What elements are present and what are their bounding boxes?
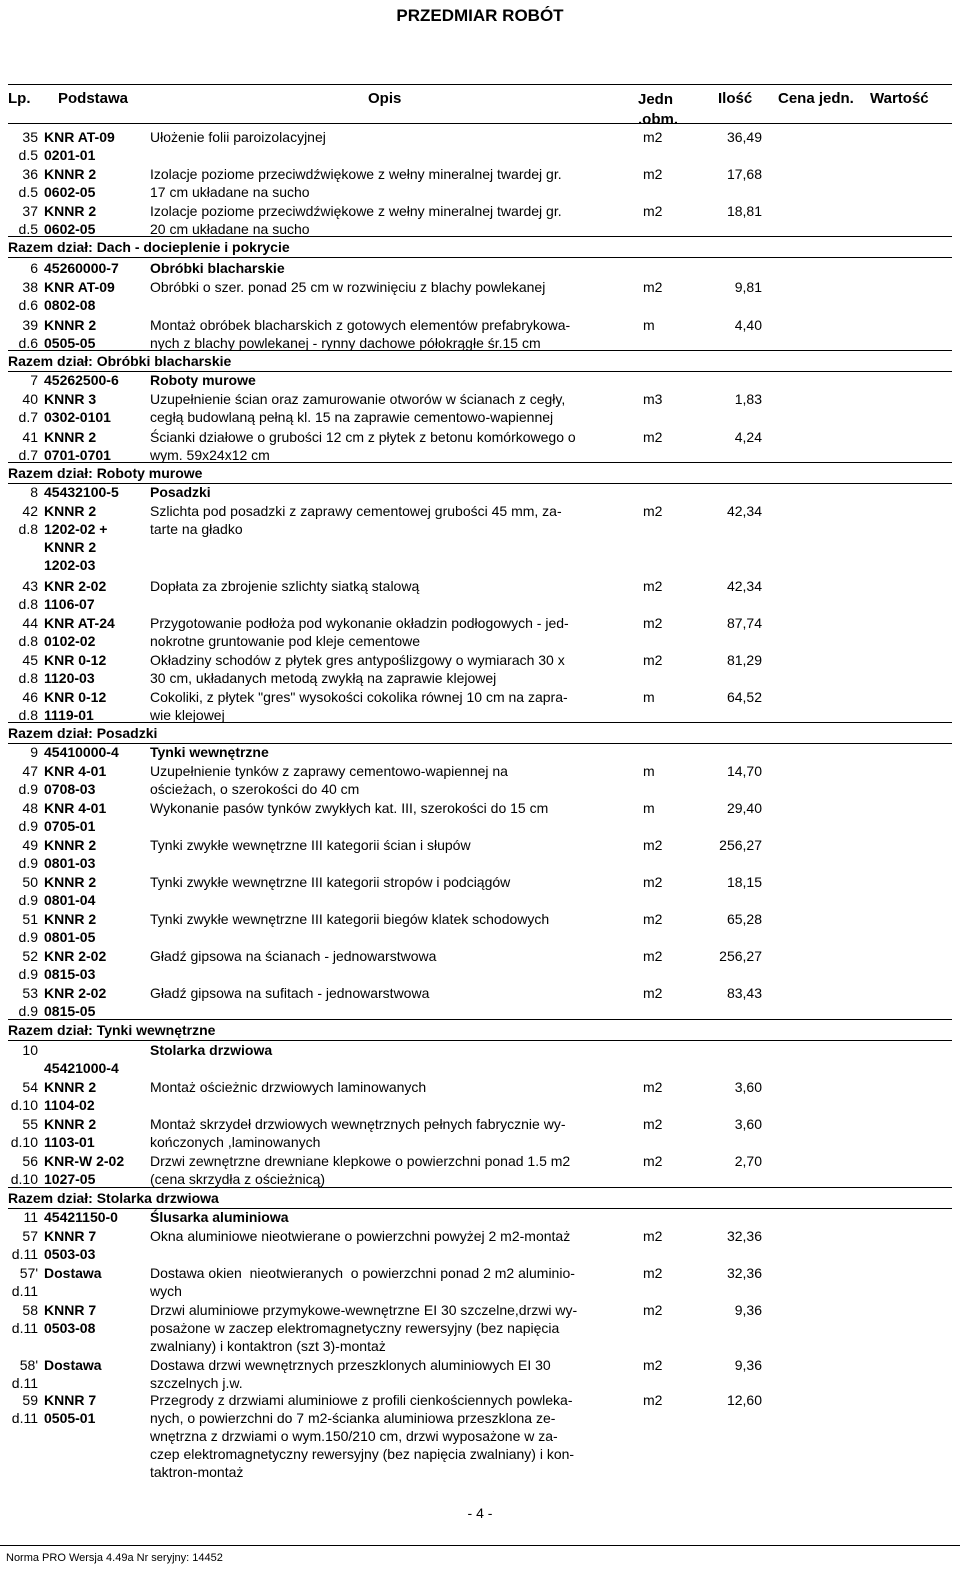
section-rule — [8, 743, 952, 744]
cell-ilosc: 36,49 — [726, 129, 762, 145]
cell-lp: 46 d.8 — [18, 689, 38, 723]
cell-podstawa: 45260000-7 — [44, 260, 119, 276]
cell-podstawa: KNNR 2 0801-04 — [44, 874, 97, 908]
section-rule — [8, 483, 952, 484]
section-rule — [8, 236, 952, 237]
cell-podstawa: Dostawa — [44, 1357, 102, 1373]
section-summary-label: Razem dział: Posadzki — [8, 725, 158, 741]
cell-lp: 56 d.10 — [10, 1153, 38, 1187]
cell-opis: Uzupełnienie ścian oraz zamurowanie otworów w ścianach z cegły, cegłą budowlaną pełną kl. 15 na zaprawie cementowo-wapiennej — [150, 391, 566, 425]
cell-lp: 50 d.9 — [18, 874, 38, 908]
cell-opis: Stolarka drzwiowa — [150, 1042, 273, 1058]
cell-jednostka: m2 — [643, 429, 663, 445]
cell-jednostka: m2 — [643, 1392, 663, 1408]
section-summary-label: Razem dział: Stolarka drzwiowa — [8, 1190, 219, 1206]
cell-jednostka: m2 — [643, 948, 663, 964]
page-number: - 4 - — [467, 1505, 493, 1521]
cell-podstawa: 45410000-4 — [44, 744, 119, 760]
cell-lp: 51 d.9 — [18, 911, 38, 945]
cell-lp: 44 d.8 — [18, 615, 38, 649]
cell-lp: 47 d.9 — [18, 763, 38, 797]
footer-note: Norma PRO Wersja 4.49a Nr seryjny: 14452 — [6, 1552, 223, 1564]
section-rule — [8, 371, 952, 372]
header-opis: Opis — [368, 90, 402, 107]
cell-opis: Izolacje poziome przeciwdźwiękowe z wełny mineralnej twardej gr. 17 cm układane na sucho — [150, 166, 562, 200]
cell-podstawa: KNR AT-24 0102-02 — [44, 615, 115, 649]
cell-ilosc: 4,24 — [734, 429, 762, 445]
cell-podstawa: KNNR 2 0505-05 — [44, 317, 97, 351]
cell-lp: 55 d.10 — [10, 1116, 38, 1150]
cell-jednostka: m2 — [643, 1153, 663, 1169]
cell-jednostka: m2 — [643, 1357, 663, 1373]
cell-lp: 35 d.5 — [18, 129, 38, 163]
cell-lp: 57 d.11 — [11, 1228, 38, 1262]
cell-ilosc: 3,60 — [734, 1116, 762, 1132]
cell-jednostka: m3 — [643, 391, 663, 407]
section-rule — [8, 1019, 952, 1020]
cell-jednostka: m2 — [643, 166, 663, 182]
cell-opis: Przegrody z drzwiami aluminiowe z profili cienkościennych powleka- nych, o powierzchni do 7 m2-ścianka aluminiowa przeszklona ze- wnętrzna z drzwiami o wym.150/210 cm, drzwi wyposażone w za- czep elektromagnetyczny rewersyjny (bez napięcia zwalniany) i kon- taktron-montaż — [150, 1392, 575, 1480]
header-jedn: Jedn .obm. — [638, 91, 678, 128]
cell-opis: Tynki zwykłe wewnętrzne III kategorii ścian i słupów — [150, 837, 471, 853]
section-summary-label: Razem dział: Obróbki blacharskie — [8, 353, 232, 369]
cell-ilosc: 9,81 — [734, 279, 762, 295]
cell-lp: 54 d.10 — [10, 1079, 38, 1113]
cell-lp: 11 — [23, 1209, 38, 1225]
cell-podstawa: KNR-W 2-02 1027-05 — [44, 1153, 125, 1187]
cell-podstawa: KNNR 2 0602-05 — [44, 203, 97, 237]
cell-podstawa: KNR AT-09 0802-08 — [44, 279, 115, 313]
cell-ilosc: 42,34 — [726, 578, 762, 594]
cell-podstawa: KNNR 2 0801-03 — [44, 837, 97, 871]
cell-ilosc: 64,52 — [726, 689, 762, 705]
cell-podstawa: KNR 0-12 1120-03 — [44, 652, 107, 686]
cell-jednostka: m2 — [643, 1265, 663, 1281]
cell-lp: 48 d.9 — [18, 800, 38, 834]
section-rule — [8, 350, 952, 351]
cell-ilosc: 83,43 — [726, 985, 762, 1001]
cell-podstawa: Dostawa — [44, 1265, 102, 1281]
cell-ilosc: 87,74 — [726, 615, 762, 631]
cell-opis: Okładziny schodów z płytek gres antypoślizgowy o wymiarach 30 x 30 cm, układanych metodą zwykłą na zaprawie klejowej — [150, 652, 565, 686]
footer-rule — [0, 1545, 960, 1546]
cell-podstawa: 45262500-6 — [44, 372, 119, 388]
cell-opis: Obróbki o szer. ponad 25 cm w rozwinięciu z blachy powlekanej — [150, 279, 546, 295]
header-cena: Cena jedn. — [778, 90, 854, 107]
cell-jednostka: m2 — [643, 874, 663, 890]
header-lp: Lp. — [8, 90, 31, 107]
cell-lp: 52 d.9 — [18, 948, 38, 982]
cell-lp: 9 — [30, 744, 38, 760]
section-rule — [8, 1187, 952, 1188]
cell-lp: 10 — [22, 1042, 38, 1058]
cell-ilosc: 12,60 — [726, 1392, 762, 1408]
cell-lp: 58' d.11 — [11, 1357, 38, 1391]
cell-ilosc: 256,27 — [719, 948, 762, 964]
cell-ilosc: 9,36 — [734, 1302, 762, 1318]
section-summary-label: Razem dział: Dach - docieplenie i pokrycie — [8, 239, 290, 255]
cell-ilosc: 32,36 — [726, 1265, 762, 1281]
cell-opis: Obróbki blacharskie — [150, 260, 285, 276]
cell-podstawa: KNNR 2 0602-05 — [44, 166, 97, 200]
section-rule — [8, 257, 952, 258]
cell-podstawa: KNNR 2 0701-0701 — [44, 429, 111, 463]
cell-jednostka: m2 — [643, 837, 663, 853]
cell-opis: Montaż obróbek blacharskich z gotowych elementów prefabrykowa- nych z blachy powlekanej - rynny dachowe półokrągłe śr.15 cm — [150, 317, 571, 351]
cell-lp: 6 — [30, 260, 38, 276]
cell-podstawa: KNNR 2 1202-02 + KNNR 2 1202-03 — [44, 503, 108, 573]
cell-ilosc: 2,70 — [734, 1153, 762, 1169]
cell-jednostka: m2 — [643, 1302, 663, 1318]
cell-ilosc: 17,68 — [726, 166, 762, 182]
cell-ilosc: 18,81 — [726, 203, 762, 219]
cell-jednostka: m2 — [643, 279, 663, 295]
cell-ilosc: 3,60 — [734, 1079, 762, 1095]
cell-ilosc: 32,36 — [726, 1228, 762, 1244]
cell-opis: Ścianki działowe o grubości 12 cm z płytek z betonu komórkowego o wym. 59x24x12 cm — [150, 429, 576, 463]
section-rule — [8, 1040, 952, 1041]
cell-lp: 8 — [30, 484, 38, 500]
section-summary-label: Razem dział: Tynki wewnętrzne — [8, 1022, 216, 1038]
cell-opis: Roboty murowe — [150, 372, 256, 388]
cell-jednostka: m2 — [643, 911, 663, 927]
cell-opis: Szlichta pod posadzki z zaprawy cementowej grubości 45 mm, za- tarte na gładko — [150, 503, 562, 537]
header-wartosc: Wartość — [870, 90, 929, 107]
cell-podstawa: KNNR 2 1104-02 — [44, 1079, 97, 1113]
cell-opis: Gładź gipsowa na ścianach - jednowarstwowa — [150, 948, 437, 964]
cell-lp: 37 d.5 — [18, 203, 38, 237]
cell-opis: Uzupełnienie tynków z zaprawy cementowo-wapiennej na ościeżach, o szerokości do 40 cm — [150, 763, 508, 797]
cell-ilosc: 42,34 — [726, 503, 762, 519]
cell-jednostka: m2 — [643, 1079, 663, 1095]
cell-podstawa: 45432100-5 — [44, 484, 119, 500]
cell-jednostka: m2 — [643, 578, 663, 594]
cell-podstawa: KNNR 2 1103-01 — [44, 1116, 97, 1150]
cell-podstawa: KNR 2-02 0815-03 — [44, 948, 107, 982]
cell-podstawa: KNNR 7 0503-08 — [44, 1302, 97, 1336]
cell-lp: 38 d.6 — [18, 279, 38, 313]
cell-jednostka: m2 — [643, 1228, 663, 1244]
cell-opis: Tynki zwykłe wewnętrzne III kategorii biegów klatek schodowych — [150, 911, 550, 927]
cell-jednostka: m — [643, 317, 655, 333]
cell-lp: 7 — [30, 372, 38, 388]
cell-ilosc: 81,29 — [726, 652, 762, 668]
cell-lp: 57' d.11 — [11, 1265, 38, 1299]
cell-opis: Drzwi zewnętrzne drewniane klepkowe o powierzchni ponad 1.5 m2 (cena skrzydła z ościeżnicą) — [150, 1153, 571, 1187]
cell-lp: 43 d.8 — [18, 578, 38, 612]
cell-opis: Tynki wewnętrzne — [150, 744, 269, 760]
cell-lp: 42 d.8 — [18, 503, 38, 537]
cell-jednostka: m2 — [643, 615, 663, 631]
cell-opis: Wykonanie pasów tynków zwykłych kat. III, szerokości do 15 cm — [150, 800, 549, 816]
cell-ilosc: 14,70 — [726, 763, 762, 779]
cell-opis: Dostawa drzwi wewnętrznych przeszklonych aluminiowych EI 30 szczelnych j.w. — [150, 1357, 551, 1391]
cell-opis: Drzwi aluminiowe przymykowe-wewnętrzne EI 30 szczelne,drzwi wy- posażone w zaczep elektromagnetyczny rewersyjny (bez napięcia zwalniany) i kontaktron (szt 3)-montaż — [150, 1302, 578, 1354]
section-summary-label: Razem dział: Roboty murowe — [8, 465, 203, 481]
cell-ilosc: 65,28 — [726, 911, 762, 927]
cell-podstawa: KNR 2-02 0815-05 — [44, 985, 107, 1019]
cell-opis: Dostawa okien nieotwieranych o powierzchni ponad 2 m2 aluminio- wych — [150, 1265, 575, 1299]
cell-lp: 49 d.9 — [18, 837, 38, 871]
cell-jednostka: m2 — [643, 1116, 663, 1132]
cell-jednostka: m2 — [643, 652, 663, 668]
cell-opis: Dopłata za zbrojenie szlichty siatką stalową — [150, 578, 420, 594]
page-title: PRZEDMIAR ROBÓT — [396, 6, 564, 25]
cell-lp: 45 d.8 — [18, 652, 38, 686]
cell-opis: Ułożenie folii paroizolacyjnej — [150, 129, 326, 145]
cell-jednostka: m2 — [643, 129, 663, 145]
cell-jednostka: m2 — [643, 985, 663, 1001]
cell-ilosc: 18,15 — [726, 874, 762, 890]
cell-podstawa: KNR 4-01 0705-01 — [44, 800, 107, 834]
cell-lp: 59 d.11 — [11, 1392, 38, 1426]
cell-podstawa: KNNR 7 0503-03 — [44, 1228, 97, 1262]
cell-ilosc: 4,40 — [734, 317, 762, 333]
cell-opis: Gładź gipsowa na sufitach - jednowarstwowa — [150, 985, 430, 1001]
cell-opis: Przygotowanie podłoża pod wykonanie okładzin podłogowych - jed- nokrotne gruntowanie pod kleje cementowe — [150, 615, 569, 649]
header-ilosc: Ilość — [718, 90, 753, 107]
section-rule — [8, 722, 952, 723]
cell-lp: 53 d.9 — [18, 985, 38, 1019]
cell-podstawa: KNNR 7 0505-01 — [44, 1392, 97, 1426]
cell-opis: Ślusarka aluminiowa — [150, 1209, 289, 1225]
cell-opis: Okna aluminiowe nieotwierane o powierzchni powyżej 2 m2-montaż — [150, 1228, 571, 1244]
cell-opis: Montaż ościeżnic drzwiowych laminowanych — [150, 1079, 427, 1095]
cell-podstawa: KNR 2-02 1106-07 — [44, 578, 107, 612]
cell-opis: Tynki zwykłe wewnętrzne III kategorii stropów i podciągów — [150, 874, 511, 890]
cell-podstawa: KNR AT-09 0201-01 — [44, 129, 115, 163]
cell-opis: Cokoliki, z płytek "gres" wysokości cokolika równej 10 cm na zapra- wie klejowej — [150, 689, 568, 723]
cell-podstawa: 45421150-0 — [44, 1209, 118, 1225]
cell-opis: Montaż skrzydeł drzwiowych wewnętrznych pełnych fabrycznie wy- kończonych ,laminowanych — [150, 1116, 566, 1150]
cell-podstawa: 45421000-4 — [44, 1060, 119, 1076]
cell-podstawa: KNR 0-12 1119-01 — [44, 689, 107, 723]
cell-podstawa: KNNR 2 0801-05 — [44, 911, 97, 945]
cell-lp: 40 d.7 — [18, 391, 38, 425]
cell-ilosc: 1,83 — [734, 391, 762, 407]
cell-podstawa: KNNR 3 0302-0101 — [44, 391, 111, 425]
header-podstawa: Podstawa — [58, 90, 129, 107]
cell-ilosc: 9,36 — [734, 1357, 762, 1373]
cell-ilosc: 256,27 — [719, 837, 762, 853]
cell-jednostka: m — [643, 763, 655, 779]
cell-jednostka: m2 — [643, 503, 663, 519]
cell-lp: 36 d.5 — [18, 166, 38, 200]
cell-jednostka: m — [643, 689, 655, 705]
cell-opis: Posadzki — [150, 484, 211, 500]
section-rule — [8, 1208, 952, 1209]
cell-ilosc: 29,40 — [726, 800, 762, 816]
cell-opis: Izolacje poziome przeciwdźwiękowe z wełny mineralnej twardej gr. 20 cm układane na sucho — [150, 203, 562, 237]
cell-lp: 39 d.6 — [18, 317, 38, 351]
cell-podstawa: KNR 4-01 0708-03 — [44, 763, 107, 797]
cell-jednostka: m — [643, 800, 655, 816]
section-rule — [8, 462, 952, 463]
cell-lp: 58 d.11 — [11, 1302, 38, 1336]
cell-jednostka: m2 — [643, 203, 663, 219]
cell-lp: 41 d.7 — [18, 429, 38, 463]
